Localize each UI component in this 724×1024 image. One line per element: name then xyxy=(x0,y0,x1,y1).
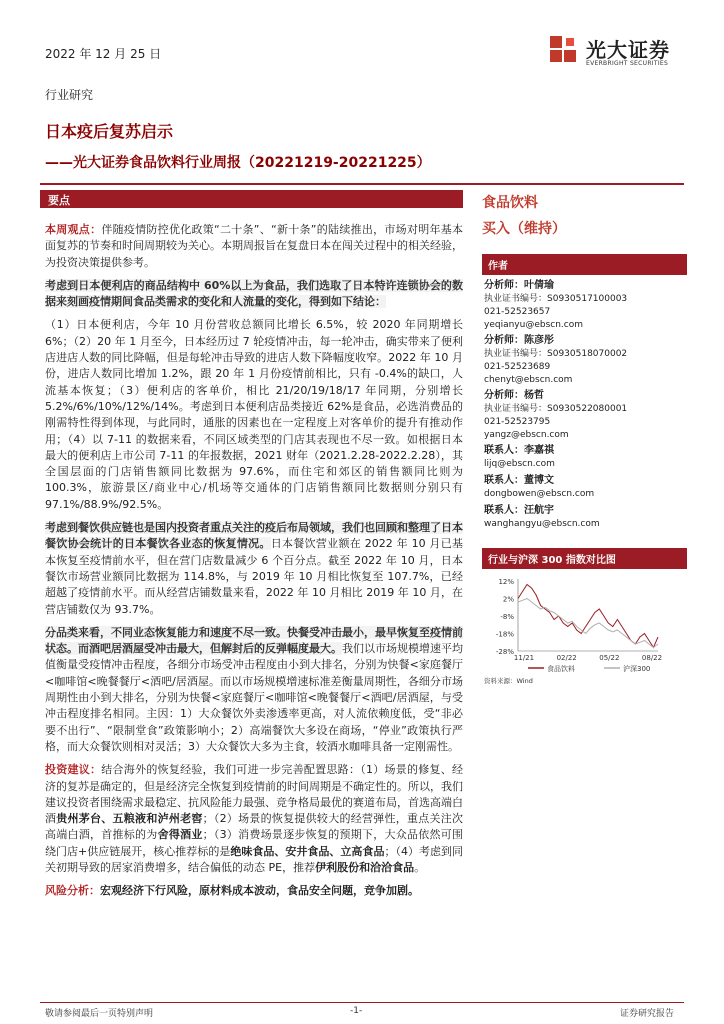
report-date: 2022 年 12 月 25 日 xyxy=(45,47,162,61)
analyst-email[interactable]: chenyt@ebscn.com xyxy=(484,375,573,385)
investment-picks-c: 绝味食品、安井食品、立高食品 xyxy=(230,844,385,858)
restaurant-bold: 考虑到餐饮供应链也是国内投资者重点关注的疫后布局领域，我们也回顾和整理了日本餐饮协会统计的日本餐饮各业态的恢复情况。 xyxy=(45,521,463,551)
paragraph-investment xyxy=(45,762,463,876)
investment-body-c: ；（3）消费场景逐步恢复的预期下，大众品依然可围绕门店+供应链展开，核心推荐标的是 xyxy=(45,828,464,858)
contact-email[interactable]: wanghangyu@ebscn.com xyxy=(484,519,600,529)
contact-block xyxy=(482,444,687,471)
chart-title: 行业与沪深 300 指数对比图 xyxy=(482,548,687,569)
analyst-name: 叶倩瑜 xyxy=(524,280,554,291)
rating: 买入（维持） xyxy=(482,221,566,237)
view-lead: 本周观点： xyxy=(45,223,102,236)
analyst-name-line xyxy=(484,334,687,348)
footer-report-type: 证券研究报告 xyxy=(620,1009,675,1019)
analyst-name: 杨哲 xyxy=(524,390,544,401)
contact-name: 李嘉祺 xyxy=(524,445,554,456)
contact-name-line xyxy=(484,474,687,488)
series-line-food-beverage xyxy=(518,585,658,648)
footer-disclaimer[interactable]: 敬请参阅最后一页特别声明 xyxy=(45,1009,154,1019)
everbright-logo-icon xyxy=(548,34,580,66)
investment-body-e: 。 xyxy=(414,860,426,874)
analyst-phone: 021-52523657 xyxy=(484,307,551,317)
analyst-block xyxy=(482,389,687,442)
analyst-phone: 021-52523689 xyxy=(484,362,551,372)
contact-block xyxy=(482,504,687,531)
contact-name: 董博文 xyxy=(524,475,554,486)
investment-picks-d: 伊利股份和洽洽食品 xyxy=(315,860,415,874)
y-tick-label: 2% xyxy=(502,595,514,604)
cvs-findings-text: （1）日本便利店，今年 10 月份营收总额同比增长 6.5%，较 2020 年同期增长 6%；（2）20 年 1 月至今，日本经历过 7 轮疫情冲击，每一轮冲击，确实带来了便利店进店人数的同比降幅，但是每轮冲击导致的进店人数下降幅度收窄。2022 年 10 月份，进店人数同比增加 1.2%，跟 20 年 1 月份疫情前相比，只有 -0.4%的缺口，人流基本恢复；（3）便利店的客单价，相比 21/20/19/18/17 年同期，分别增长 5.2%/6%/10%/12%/14%。考虑到日本便利店品类接近 62%是食品，必选消费品的刚需特性得到体现，与此同时，通胀的因素也在一定程度上对客单价的提升有推动作用；（4）以 7-11 的数据来看，不同区域类型的门店其表现也不尽一致。如根据日本最大的便利店上市公司 7-11 的年报数据，2021 财年（2021.2.28-2022.2.28），其全国层面的门店销售额同比数据为 97.6%，而住宅和郊区的销售额同比则为 100.3%，旅游景区/商业中心/机场等交通体的门店销售额同比数据则分别只有 97.1%/88.9%/92.5%。 xyxy=(45,318,463,511)
index-comparison-chart xyxy=(482,548,687,683)
analyst-block xyxy=(482,334,687,387)
paragraph-japan-cvs-intro xyxy=(45,278,463,311)
analyst-role: 分析师： xyxy=(484,280,524,291)
analyst-phone: 021-52523795 xyxy=(484,417,551,427)
legend-label: 沪深300 xyxy=(623,665,651,673)
everbright-logo xyxy=(548,32,688,72)
y-tick-label: -8% xyxy=(500,613,514,621)
contact-role: 联系人： xyxy=(484,445,524,456)
paragraph-restaurant xyxy=(45,520,463,618)
cvs-intro-bold: 考虑到日本便利店的商品结构中 60%以上为食品，我们选取了日本特许连锁协会的数据来刻画疫情期间食品类需求的变化和人流量的变化，得到如下结论： xyxy=(45,278,463,309)
analyst-block xyxy=(482,279,687,332)
authors-header: 作者 xyxy=(482,254,687,275)
risk-body: 宏观经济下行风险，原材料成本波动，食品安全问题，竞争加剧。 xyxy=(100,884,419,898)
analyst-cert: 执业证书编号：S0930517100003 xyxy=(484,294,628,304)
keypoints-header-bar xyxy=(40,190,463,208)
category-bold: 分品类来看，不同业态恢复能力和速度不尽一致。快餐受冲击最小，最早恢复至疫情前状态。而酒吧居酒屋受冲击最大，但解封后的反弹幅度最大。 xyxy=(45,625,463,656)
report-category: 行业研究 xyxy=(45,88,94,102)
logo-text-cn: 光大证券 xyxy=(586,38,670,62)
view-body: 伴随疫情防控优化政策“二十条”、“新十条”的陆续推出，市场对明年基本面复苏的节奏和时间周期较为关心。本期周报旨在复盘日本在闯关过程中的相关经验，为投资决策提供参考。 xyxy=(45,223,463,269)
paragraph-risk xyxy=(45,883,463,899)
x-tick-label: 02/22 xyxy=(556,654,577,662)
analyst-role: 分析师： xyxy=(484,335,524,346)
contact-role: 联系人： xyxy=(484,475,524,486)
analyst-name-line xyxy=(484,389,687,403)
keypoints-label: 要点 xyxy=(48,194,70,207)
investment-body-b: ；（2）场景的恢复提供较大的经营弹性，重点关注次高端白酒，首推标的为 xyxy=(45,812,464,842)
analyst-email[interactable]: yangz@ebscn.com xyxy=(484,430,569,440)
paragraph-category xyxy=(45,625,463,755)
restaurant-body: 日本餐饮营业额在 2022 年 10 月已基本恢复至疫情前水平，但在营门店数量减少 6 个百分点。截至 2022 年 10 月，日本餐饮市场营业额同比数据为 114.8%，与 2019 年 10 月相比恢复至 107.7%，已经超越了疫情前水平。而从经营店铺数量来看，2022 年 10 月相比 2019 年 10 月，在营店铺数仅为 93.7%。 xyxy=(45,537,464,616)
page-number: -1- xyxy=(350,1006,363,1016)
contact-name-line xyxy=(484,504,687,518)
investment-body-a: 结合海外的恢复经验，我们可进一步完善配置思路：（1）场景的修复、经济的复苏是确定的，但是经济完全恢复到疫情前的时间周期是不确定性的。所以，我们建议投资者围绕需求最稳定、抗风险能力最强、竞争格局最优的赛道布局，首选高端白酒 xyxy=(45,763,464,826)
sidebar xyxy=(482,192,687,534)
analyst-role: 分析师： xyxy=(484,390,524,401)
keypoints-body xyxy=(45,222,463,907)
analyst-cert: 执业证书编号：S0930518070002 xyxy=(484,349,628,359)
risk-lead: 风险分析： xyxy=(45,884,100,898)
analyst-name-line xyxy=(484,279,687,293)
report-subtitle: ——光大证券食品饮料行业周报（20221219-20221225） xyxy=(45,155,431,171)
sector-name: 食品饮料 xyxy=(482,195,538,211)
footer-divider xyxy=(40,1002,684,1003)
y-tick-label: 12% xyxy=(498,578,514,586)
chart-svg xyxy=(482,569,687,686)
report-title: 日本疫后复苏启示 xyxy=(45,122,174,141)
analyst-cert: 执业证书编号：S0930522080001 xyxy=(484,404,628,414)
investment-lead: 投资建议： xyxy=(45,763,102,777)
contact-role: 联系人： xyxy=(484,505,524,516)
y-tick-label: -18% xyxy=(495,630,514,639)
x-tick-label: 05/22 xyxy=(599,654,620,662)
header-divider xyxy=(40,183,684,185)
investment-body-d: ；（4）考虑到同关初期导致的居家消费增多，结合偏低的动态 PE，推荐 xyxy=(45,844,464,874)
analyst-name: 陈彦彤 xyxy=(524,335,554,346)
category-body: 我们以市场规模增速平均值衡量受疫情冲击程度，各细分市场受冲击程度由小到大排名，分别为快餐<家庭餐厅<咖啡馆<晚餐餐厅<酒吧/居酒屋。而以市场规模增速标准差衡量周期性，各细分市场周期性由小到大排名，分别为快餐<家庭餐厅<咖啡馆<晚餐餐厅<酒吧/居酒屋，与受冲击程度排名相同。主因：1）大众餐饮外卖渗透率更高，对人流依赖度低，受“非必要不出行”、“限制堂食”政策影响小；2）高端餐饮大多设在商场，“停业”政策执行严格，而大众餐饮则相对灵活；3）大众餐饮大多为主食，较酒水咖啡具备一定刚需性。 xyxy=(45,642,463,753)
x-tick-label: 08/22 xyxy=(641,654,663,662)
chart-source: 资料来源：Wind xyxy=(484,677,533,685)
paragraph-cvs-findings xyxy=(45,317,463,513)
analyst-email[interactable]: yeqianyu@ebscn.com xyxy=(484,320,583,330)
legend-label: 食品饮料 xyxy=(547,665,575,673)
contact-email[interactable]: lijq@ebscn.com xyxy=(484,459,555,469)
contact-name: 汪航宇 xyxy=(524,505,554,516)
investment-picks-a: 贵州茅台、五粮液和泸州老窖 xyxy=(56,812,203,826)
analyst-list xyxy=(482,279,687,531)
contact-block xyxy=(482,474,687,501)
x-tick-label: 11/21 xyxy=(513,654,535,662)
paragraph-view xyxy=(45,222,463,271)
contact-email[interactable]: dongbowen@ebscn.com xyxy=(484,489,595,499)
logo-text-en: EVERBRIGHT SECURITIES xyxy=(586,60,669,67)
investment-picks-b: 舍得酒业 xyxy=(157,828,203,842)
contact-name-line xyxy=(484,444,687,458)
y-tick-label: -28% xyxy=(495,648,514,656)
